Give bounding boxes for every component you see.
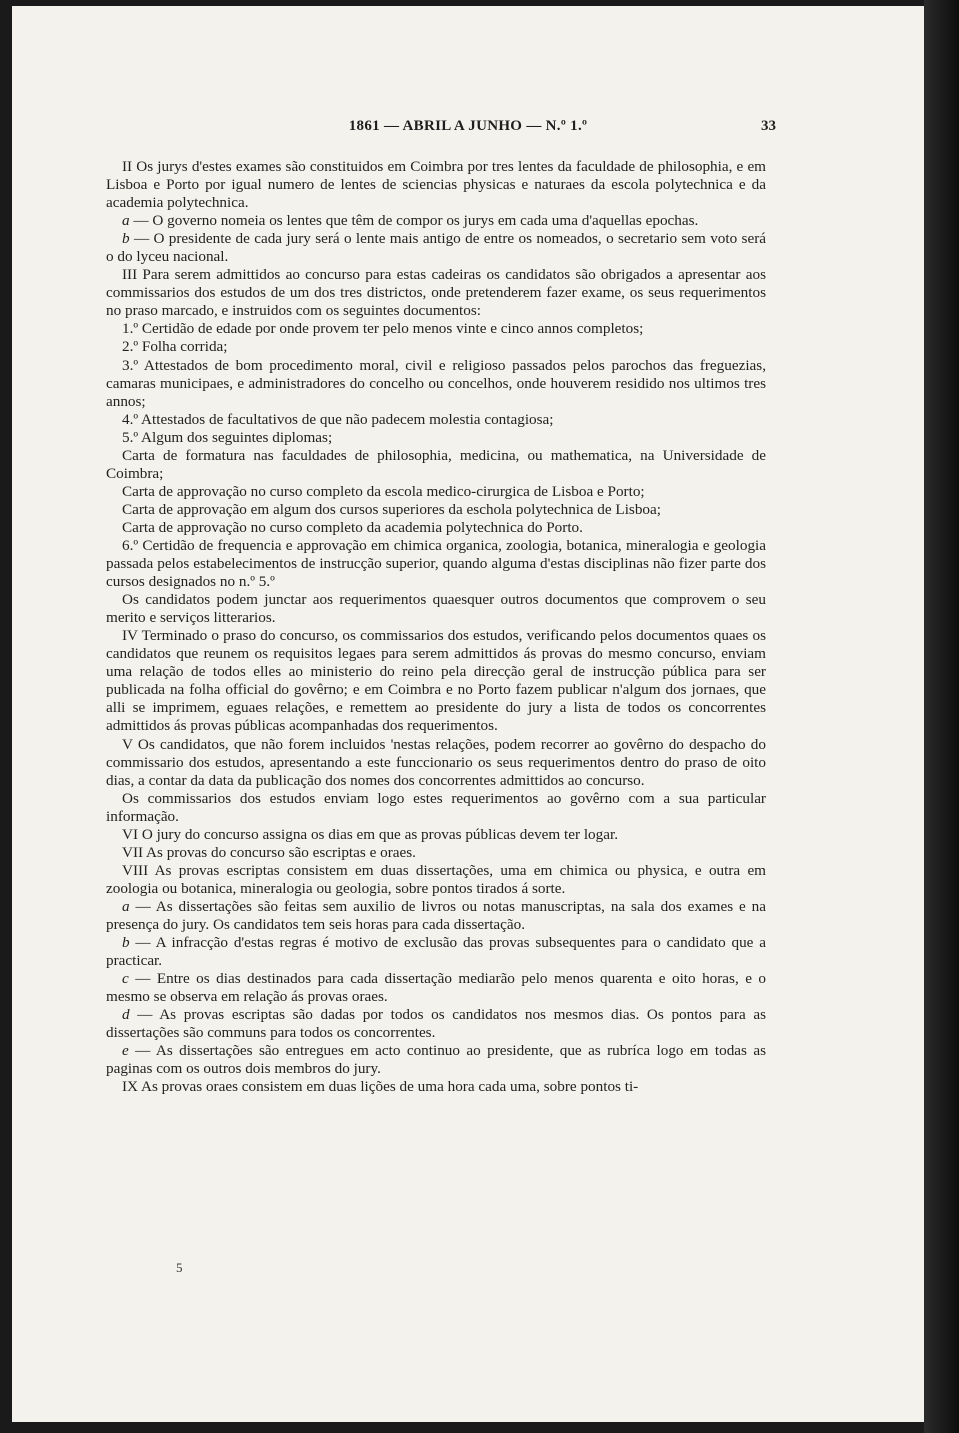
paragraph <box>106 357 766 411</box>
paragraph <box>106 501 766 519</box>
paragraph-text: II Os jurys d'estes exames são constituidos em Coimbra por tres lentes da faculdade de philosophia, e em Lisboa e Porto por igual numero de lentes de sciencias physicas e naturaes da escola polytechnica e da academia polytechnica. <box>106 158 766 212</box>
paragraph-text: Carta de approvação no curso completo da escola medico-cirurgica de Lisboa e Porto; <box>122 482 645 500</box>
paragraph-lead: a <box>122 897 130 915</box>
paragraph <box>106 970 766 1006</box>
paragraph <box>106 844 766 862</box>
paragraph-text: 3.º Attestados de bom procedimento moral, civil e religioso passados pelos parochos das freguezias, camaras municipaes, e administradores do concelho ou concelhos, onde houverem residido nos ultimos tres annos; <box>106 356 766 410</box>
paragraph-text: — O governo nomeia os lentes que têm de compor os jurys em cada uma d'aquellas epochas. <box>129 212 699 230</box>
body-text <box>106 158 766 1096</box>
paragraph-text: 1.º Certidão de edade por onde provem ter pelo menos vinte e cinco annos completos; <box>122 320 644 338</box>
paragraph-text: — As dissertações são feitas sem auxilio de livros ou notas manuscriptas, na sala dos exames e na presença do jury. Os candidatos tem seis horas para cada dissertação. <box>106 897 766 933</box>
paragraph-text: V Os candidatos, que não forem incluidos 'nestas relações, podem recorrer ao govêrno do despacho do commissario dos estudos, apresentando a este funccionario os seus requerimentos dentro do praso de oito dias, a contar da data da publicação dos nomes dos concorrentes admittidos ao concurso. <box>106 735 766 789</box>
paragraph-lead: b <box>122 230 130 248</box>
paragraph <box>106 338 766 356</box>
paragraph-text: Carta de approvação em algum dos cursos superiores da eschola polytechnica de Lisboa; <box>122 500 661 518</box>
paragraph-text: Os commissarios dos estudos enviam logo estes requerimentos ao govêrno com a sua particular informação. <box>106 789 766 825</box>
page-header <box>12 118 924 142</box>
paragraph <box>106 266 766 320</box>
paragraph-text: — As provas escriptas são dadas por todos os candidatos nos mesmos dias. Os pontos para as dissertações são communs para todos os concorrentes. <box>106 1006 766 1042</box>
paragraph-text: III Para serem admittidos ao concurso para estas cadeiras os candidatos são obrigados a apresentar aos commissarios dos estudos de um dos tres districtos, onde pretenderem fazer exame, os seus requerimentos no praso marcado, e instruidos com os seguintes documentos: <box>106 266 766 320</box>
paragraph <box>106 1078 766 1096</box>
paragraph-text: 6.º Certidão de frequencia e approvação em chimica organica, zoologia, botanica, mineralogia e geologia passada pelos estabelecimentos de instrucção superior, quando alguma d'estas disciplinas não fizer parte dos cursos designados no n.º 5.º <box>106 536 766 591</box>
paragraph-text: Carta de approvação no curso completo da academia polytechnica do Porto. <box>122 518 583 536</box>
paragraph-lead: c <box>122 970 129 988</box>
paragraph-text: VII As provas do concurso são escriptas e oraes. <box>122 843 416 861</box>
header-title: 1861 — ABRIL A JUNHO — N.º 1.º <box>348 118 588 134</box>
page-number: 33 <box>761 118 776 134</box>
paragraph-text: — As dissertações são entregues em acto continuo ao presidente, que as rubríca logo em todas as paginas com os outros dois membros do jury. <box>106 1042 766 1078</box>
paragraph-text: — Entre os dias destinados para cada dissertação mediarão pelo menos quarenta e oito horas, e o mesmo se observa em relação ás provas oraes. <box>106 970 766 1006</box>
paragraph <box>106 934 766 970</box>
paragraph-text: 2.º Folha corrida; <box>122 338 228 356</box>
paragraph-text: — A infracção d'estas regras é motivo de exclusão das provas subsequentes para o candidato que a practicar. <box>106 934 766 970</box>
paragraph <box>106 429 766 447</box>
paragraph-text: IV Terminado o praso do concurso, os commissarios dos estudos, verificando pelos documentos quaes os candidatos que reunem os requisitos legaes para serem admittidos ás provas do mesmo concurso, enviam uma relação de todos elles ao ministerio do reino pela direcção geral de instrucção pública para ser publicada na folha official do govêrno; e em Coimbra e no Porto fazem publicar n'algum dos jornaes, que alli se imprimem, eguaes relações, e remettem ao presidente do jury a lista de todos os concorrentes admittidos ás provas públicas acompanhadas dos requerimentos. <box>106 627 766 735</box>
paragraph <box>106 230 766 266</box>
paragraph-lead: b <box>122 934 130 952</box>
paragraph-text: VI O jury do concurso assigna os dias em que as provas públicas devem ter logar. <box>122 825 619 843</box>
paragraph-lead: e <box>122 1042 129 1060</box>
paragraph-text: 4.º Attestados de facultativos de que não padecem molestia contagiosa; <box>122 410 554 428</box>
paragraph <box>106 519 766 537</box>
paragraph-text: 5.º Algum dos seguintes diplomas; <box>122 428 333 446</box>
paragraph <box>106 591 766 627</box>
paragraph-text: Carta de formatura nas faculdades de philosophia, medicina, ou mathematica, na Universidade de Coimbra; <box>106 446 766 482</box>
paragraph-text: VIII As provas escriptas consistem em duas dissertações, uma em chimica ou physica, e outra em zoologia ou botanica, mineralogia ou geologia, sobre pontos tirados á sorte. <box>106 861 766 897</box>
paragraph-text: IX As provas oraes consistem em duas lições de uma hora cada uma, sobre pontos ti- <box>122 1078 639 1096</box>
signature-mark: 5 <box>176 1260 183 1275</box>
paragraph-lead: a <box>122 212 130 230</box>
paragraph <box>106 158 766 212</box>
paragraph <box>106 411 766 429</box>
paragraph <box>106 1006 766 1042</box>
paragraph <box>106 483 766 501</box>
paragraph <box>106 790 766 826</box>
paragraph <box>106 736 766 790</box>
paragraph <box>106 826 766 844</box>
paragraph <box>106 212 766 230</box>
paragraph <box>106 1042 766 1078</box>
paragraph <box>106 862 766 898</box>
scan-border <box>924 0 959 1433</box>
paragraph <box>106 627 766 735</box>
paragraph-text: — O presidente de cada jury será o lente mais antigo de entre os nomeados, o secretario sem voto será o do lyceu nacional. <box>106 230 766 266</box>
paragraph-text: Os candidatos podem junctar aos requerimentos quaesquer outros documentos que comprovem o seu merito e serviços litterarios. <box>106 591 766 627</box>
paragraph <box>106 320 766 338</box>
paragraph <box>106 537 766 591</box>
paragraph <box>106 447 766 483</box>
paragraph <box>106 898 766 934</box>
document-page <box>12 6 924 1422</box>
paragraph-lead: d <box>122 1006 130 1024</box>
